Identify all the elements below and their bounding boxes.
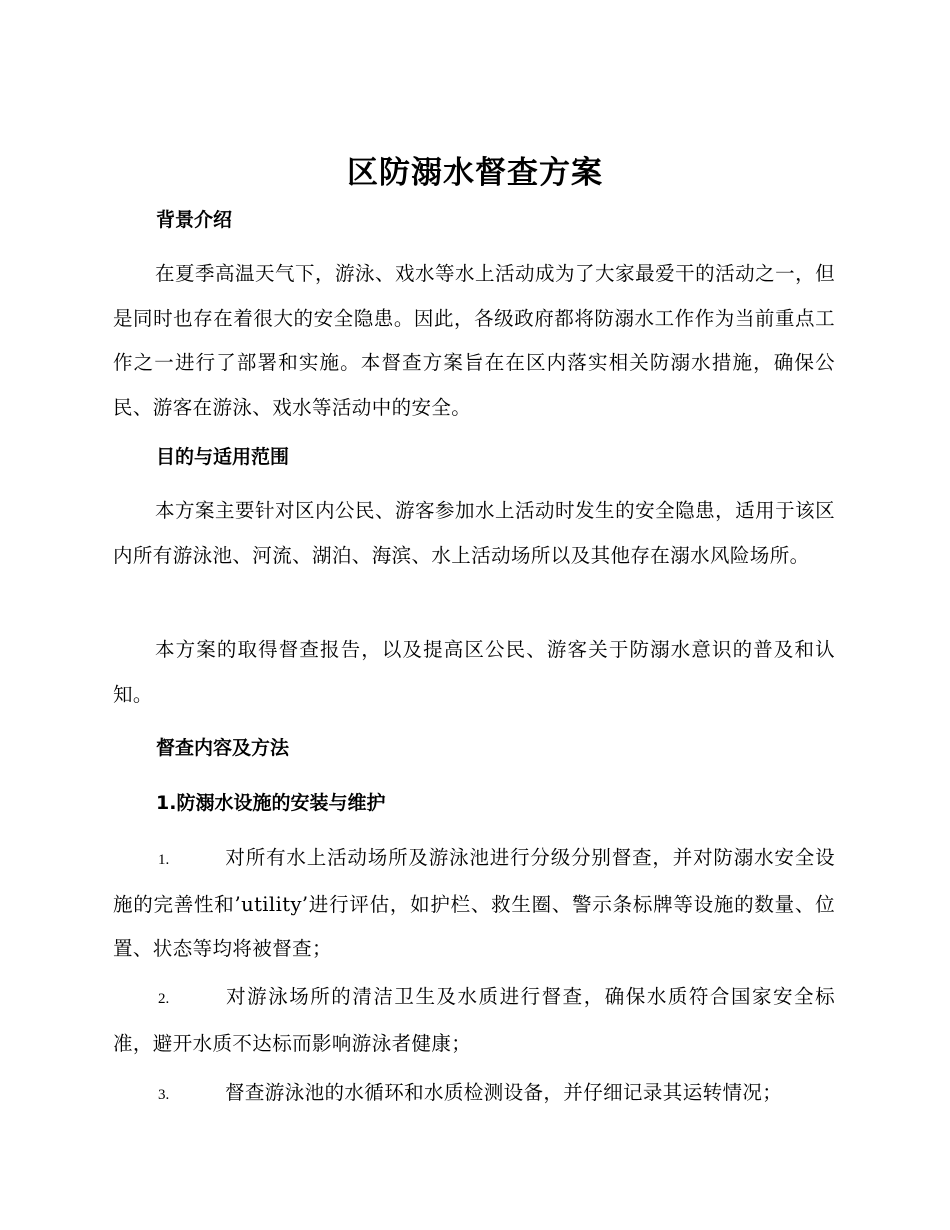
section-heading-background: 背景介绍 [156, 209, 233, 231]
document-title: 区防溺水督查方案 [347, 155, 603, 191]
section-heading-methods: 督查内容及方法 [156, 737, 290, 759]
section-heading-scope: 目的与适用范围 [156, 446, 290, 468]
list-item [113, 975, 835, 1066]
scope-paragraph-1: 本方案主要针对区内公民、游客参加水上活动时发生的安全隐患，适用于该区内所有游泳池、河流、湖泊、海滨、水上活动场所以及其他存在溺水风险场所。 [113, 499, 835, 567]
list-item [113, 1071, 835, 1118]
scope-paragraph-2: 本方案的取得督查报告，以及提高区公民、游客关于防溺水意识的普及和认知。 [113, 638, 835, 706]
list-item-text: 对游泳场所的清洁卫生及水质进行督查，确保水质符合国家安全标准，避开水质不达标而影响游泳者健康； [113, 985, 835, 1055]
list-item-text: 督查游泳池的水循环和水质检测设备，并仔细记录其运转情况； [225, 1081, 783, 1104]
subsection-heading-facilities: 1.防溺水设施的安装与维护 [156, 792, 386, 814]
list-item-number: 3. [158, 1087, 170, 1103]
list-item [113, 836, 835, 972]
list-item-text: 对所有水上活动场所及游泳池进行分级分别督查，并对防溺水安全设施的完善性和’utility’进行评估，如护栏、救生圈、警示条标牌等设施的数量、位置、状态等均将被督查； [113, 846, 835, 961]
list-item-number: 2. [158, 991, 170, 1007]
list-item-number: 1. [158, 852, 170, 868]
background-paragraph: 在夏季高温天气下，游泳、戏水等水上活动成为了大家最爱干的活动之一，但是同时也存在着很大的安全隐患。因此，各级政府都将防溺水工作作为当前重点工作之一进行了部署和实施。本督查方案旨在在区内落实相关防溺水措施，确保公民、游客在游泳、戏水等活动中的安全。 [113, 262, 835, 420]
